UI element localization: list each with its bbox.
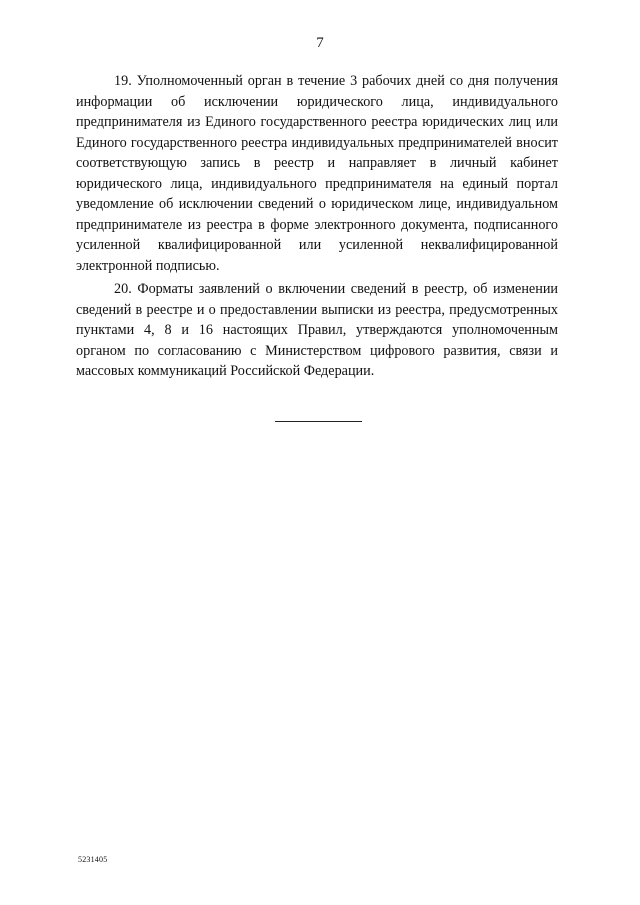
paragraph-19: 19. Уполномоченный орган в течение 3 рабочих дней со дня получения информации об исключении юридического лица, индивидуального предпринимателя из Единого государственного реестра юридических лиц или Единого государственного реестра индивидуальных предпринимателей вносит соответствующую запись в реестр и направляет в личный кабинет юридического лица, индивидуального предпринимателя на единый портал уведомление об исключении сведений о юридическом лице, индивидуальном предпринимателе из реестра в форме электронного документа, подписанного усиленной квалифицированной или усиленной неквалифицированной электронной подписью. (76, 73, 558, 274)
end-of-document-rule (275, 421, 362, 422)
document-code: 5231405 (78, 855, 108, 864)
document-body (76, 71, 558, 382)
paragraph-20: 20. Форматы заявлений о включении сведений в реестр, об изменении сведений в реестре и о предоставлении выписки из реестра, предусмотренных пунктами 4, 8 и 16 настоящих Правил, утверждаются уполномоченным органом по согласованию с Министерством цифрового развития, связи и массовых коммуникаций Российской Федерации. (76, 281, 558, 379)
page-number: 7 (316, 35, 324, 51)
